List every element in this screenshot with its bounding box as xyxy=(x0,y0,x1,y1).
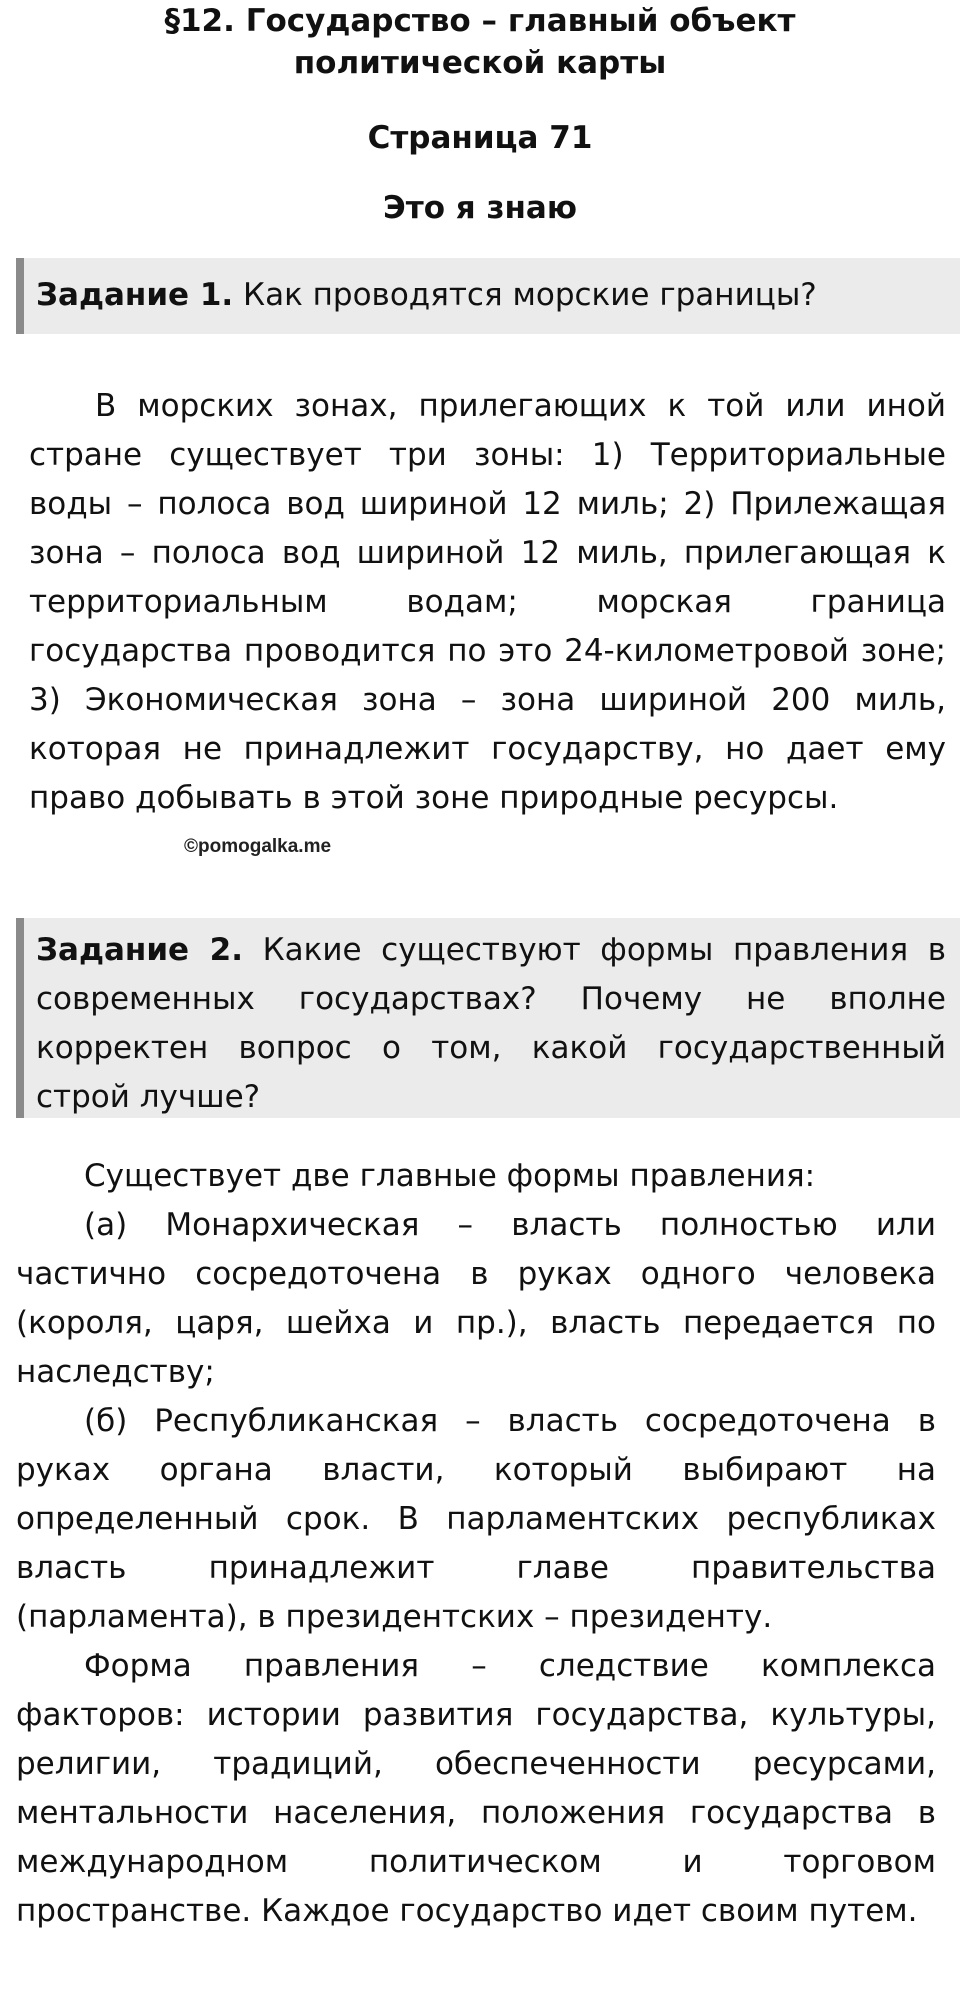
task-2-box xyxy=(16,918,960,1118)
task-1-answer-text: В морских зонах, прилегающих к той или иной стране существует три зоны: 1) Территориальные воды – полоса вод шириной 12 миль; 2) Прилежащая зона – полоса вод шириной 12 миль, прилегающая к территориальным водам; морская граница государства проводится по это 24-километровой зоне; 3) Экономическая зона – зона шириной 200 миль, которая не принадлежит государству, но дает ему право добывать в этой зоне природные ресурсы. xyxy=(29,388,946,816)
task-2-answer-paragraph: (б) Республиканская – власть сосредоточена в руках органа власти, который выбирают на определенный срок. В парламентских республиках власть принадлежит главе правительства (парламента), в президентских – президенту. xyxy=(16,1403,936,1635)
page-title: §12. Государство – главный объект политической карты xyxy=(164,3,796,81)
task-1-question: Как проводятся морские границы? xyxy=(233,277,817,313)
task-2-question: Какие существуют формы правления в современных государствах? Почему не вполне корректен вопрос о том, какой государственный строй лучше? xyxy=(36,932,946,1115)
watermark: ©pomogalka.me xyxy=(184,836,332,857)
task-2-answer-paragraph: (а) Монархическая – власть полностью или частично сосредоточена в руках одного человека (короля, царя, шейха и пр.), власть передается по наследству; xyxy=(16,1207,936,1390)
task-2-label: Задание 2. xyxy=(36,932,243,968)
page-number-heading: Страница 71 xyxy=(367,120,593,156)
task-1-label: Задание 1. xyxy=(36,277,234,313)
task-1-box xyxy=(16,258,960,334)
task-2-answer-paragraph: Существует две главные формы правления: xyxy=(84,1158,816,1194)
task-1-answer xyxy=(29,382,946,823)
section-heading: Это я знаю xyxy=(383,190,577,226)
task-2-answer xyxy=(16,1152,936,1936)
task-2-answer-paragraph: Форма правления – следствие комплекса факторов: истории развития государства, культуры, религии, традиций, обеспеченности ресурсами, ментальности населения, положения государства в международном политическом и торговом пространстве. Каждое государство идет своим путем. xyxy=(16,1648,936,1929)
